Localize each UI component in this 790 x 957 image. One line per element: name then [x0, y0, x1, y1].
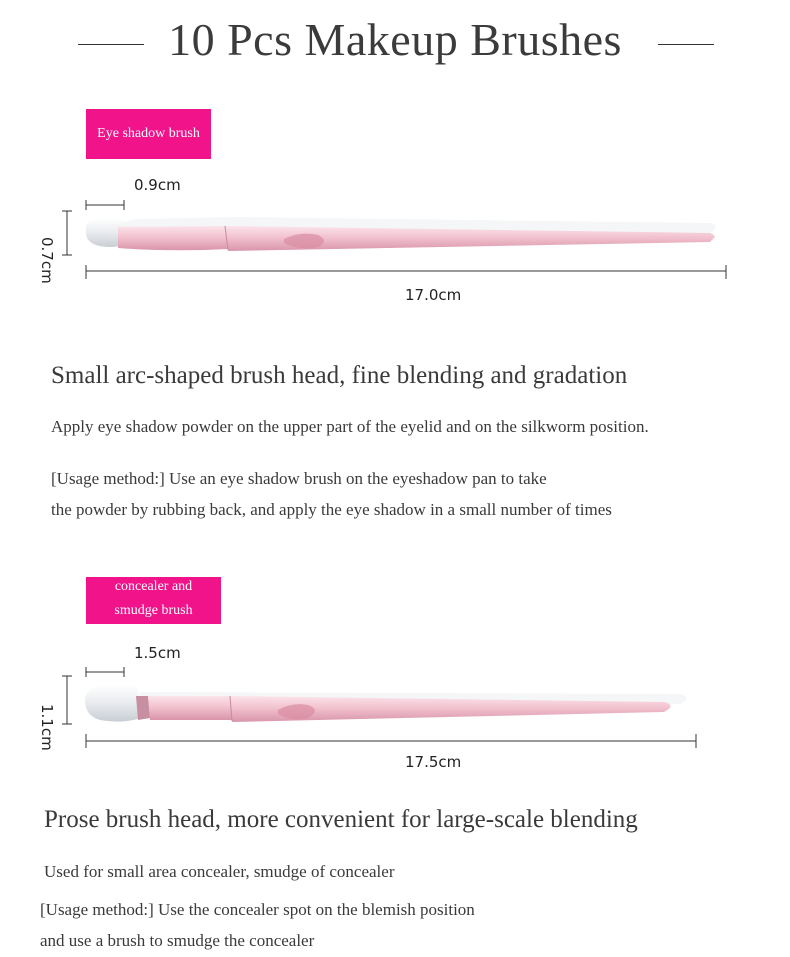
- total-length-label: 17.5cm: [405, 753, 462, 771]
- page-title: 10 Pcs Makeup Brushes: [168, 14, 622, 65]
- usage-line-1: [Usage method:] Use the concealer spot on the blemish position: [40, 900, 475, 919]
- eye-shadow-brush-badge: [86, 109, 211, 159]
- concealer-brush-badge: [86, 577, 221, 624]
- title-right-rule: [658, 44, 714, 45]
- usage-line-1: [Usage method:] Use an eye shadow brush on the eyeshadow pan to take: [51, 469, 547, 488]
- head-height-label-wrap: [36, 702, 60, 752]
- badge-label-line-1: concealer and: [114, 579, 193, 594]
- head-width-label: 0.9cm: [134, 176, 181, 194]
- eye-shadow-brush-image: [86, 217, 716, 251]
- total-length-label: 17.0cm: [405, 286, 462, 304]
- usage-line-2: the powder by rubbing back, and apply the eye shadow in a small number of times: [51, 500, 612, 519]
- section-heading: Small arc-shaped brush head, fine blending and gradation: [51, 362, 628, 389]
- section-heading: Prose brush head, more convenient for large-scale blending: [44, 806, 638, 833]
- concealer-brush-diagram: [30, 662, 750, 762]
- head-height-label: 1.1cm: [38, 704, 56, 751]
- head-height-label: 0.7cm: [38, 237, 56, 284]
- usage-line-2: and use a brush to smudge the concealer: [40, 931, 315, 950]
- page-title-block: [0, 14, 790, 66]
- head-height-label-wrap: [36, 235, 60, 285]
- concealer-brush-image: [85, 684, 686, 722]
- head-width-label: 1.5cm: [134, 644, 181, 662]
- section-description: Apply eye shadow powder on the upper part of the eyelid and on the silkworm position.: [51, 417, 649, 436]
- section-description: Used for small area concealer, smudge of concealer: [44, 862, 395, 881]
- badge-label-line-2: smudge brush: [114, 603, 193, 618]
- badge-label: Eye shadow brush: [97, 126, 200, 141]
- eye-shadow-brush-diagram: [30, 195, 750, 295]
